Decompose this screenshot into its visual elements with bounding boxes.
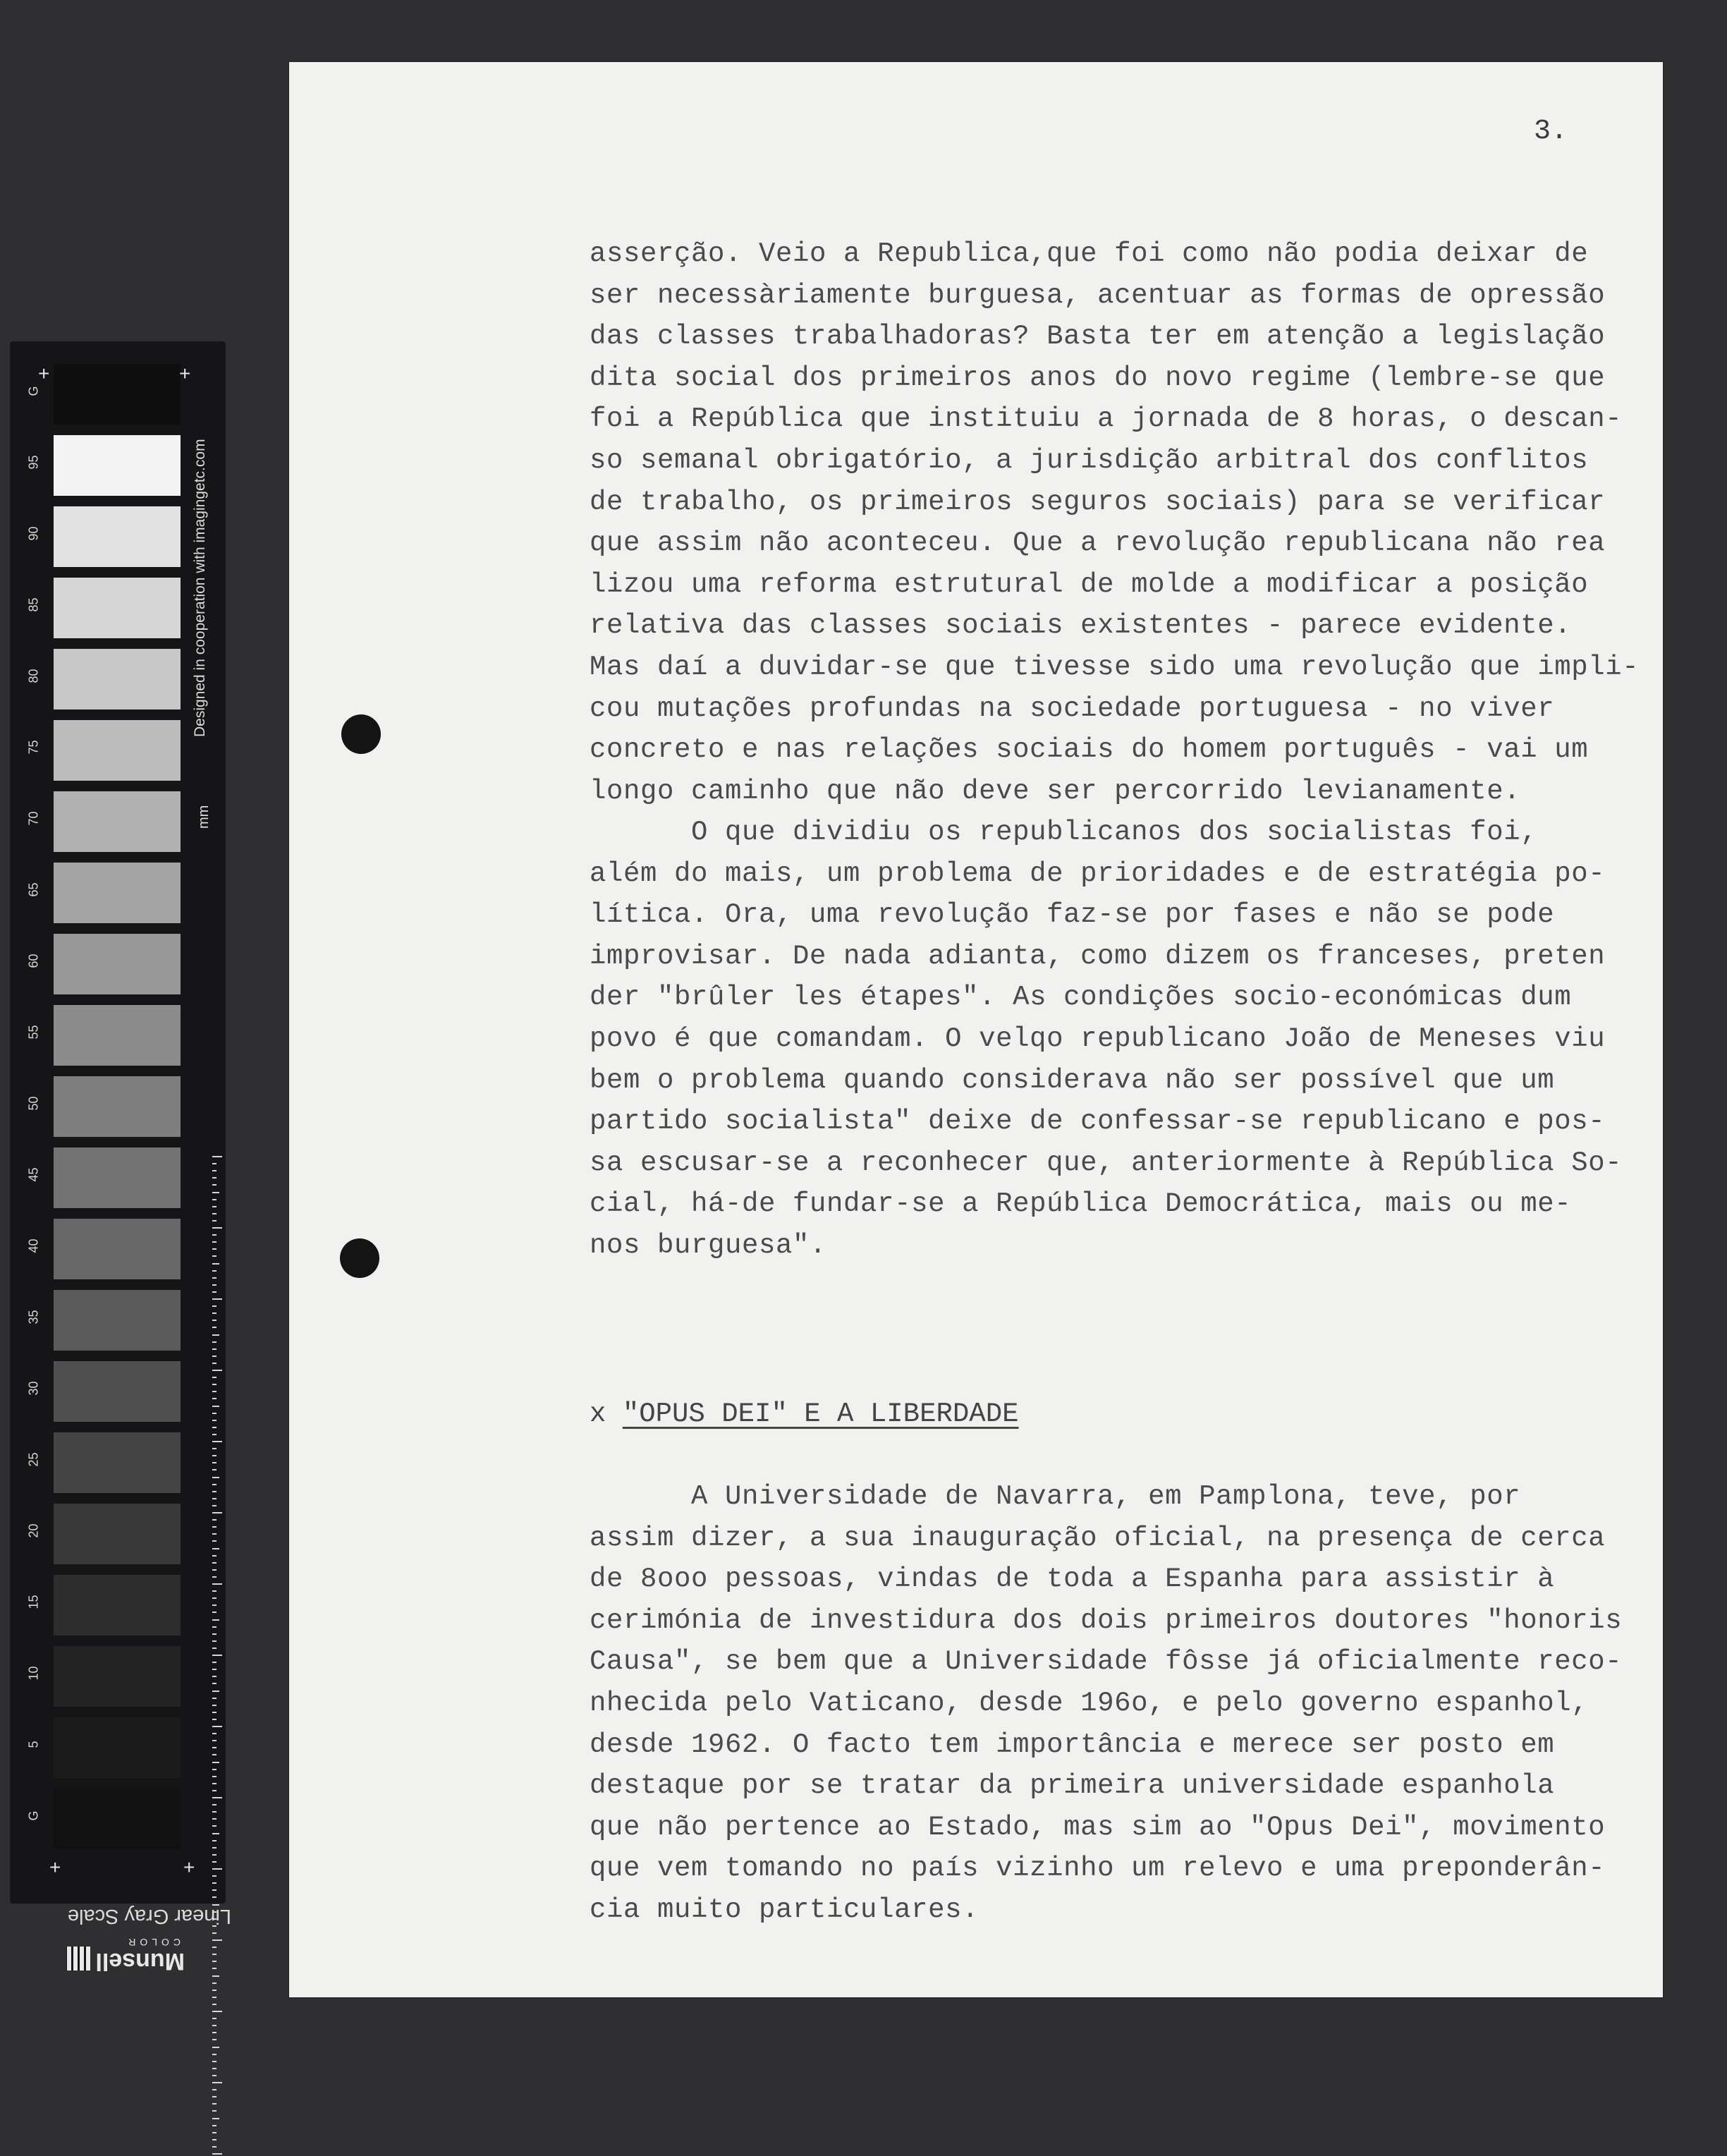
section-heading xyxy=(590,1399,1019,1430)
text-line: povo é que comandam. O velqo republicano João de Meneses viu xyxy=(590,1023,1606,1054)
ruler-tick xyxy=(212,1882,216,1884)
ruler-tick xyxy=(212,1990,216,1991)
ruler-tick xyxy=(212,2039,216,2040)
text-line: assim dizer, a sua inauguração oficial, na presença de cerca xyxy=(590,1522,1606,1554)
ruler-tick xyxy=(212,1192,219,1193)
heading-mark: x xyxy=(590,1399,606,1430)
gray-scale-number: 35 xyxy=(26,1310,41,1324)
page-number: 3. xyxy=(1534,116,1568,147)
ruler-tick xyxy=(212,1484,216,1485)
ruler-tick xyxy=(212,1533,216,1535)
munsell-logo-icon xyxy=(66,1947,90,1971)
text-line: cial, há-de fundar-se a República Democrática, mais ou me- xyxy=(590,1188,1572,1220)
ruler-tick xyxy=(212,1740,216,1741)
ruler-tick xyxy=(212,1662,216,1663)
gray-scale-number: 90 xyxy=(26,526,41,541)
ruler-tick xyxy=(212,2075,216,2076)
punch-hole xyxy=(341,714,381,754)
ruler-tick xyxy=(212,1305,216,1307)
ruler-tick xyxy=(212,1840,216,1841)
brand-name: Munsell xyxy=(95,1948,185,1975)
gray-scale-number: 80 xyxy=(26,669,41,683)
gray-swatch xyxy=(54,364,181,425)
text-line: de trabalho, os primeiros seguros sociais) para se verificar xyxy=(590,486,1606,518)
text-line: partido socialista" deixe de confessar-se republicano e pos- xyxy=(590,1106,1606,1138)
ruler-tick xyxy=(212,1896,216,1898)
ruler-tick xyxy=(212,1997,216,1998)
text-line: lítica. Ora, uma revolução faz-se por fases e não se pode xyxy=(590,899,1555,931)
text-line: cou mutações profundas na sociedade portuguesa - no viver xyxy=(590,693,1555,724)
ruler-tick xyxy=(212,2096,216,2097)
ruler-tick xyxy=(212,1441,222,1442)
ruler-tick xyxy=(212,1769,216,1770)
text-line: dita social dos primeiros anos do novo regime (lembre-se que xyxy=(590,362,1606,394)
text-line: relativa das classes sociais existentes - parece evidente. xyxy=(590,610,1572,642)
ruler-tick xyxy=(212,1983,216,1984)
ruler-tick xyxy=(212,1640,216,1642)
ruler-tick xyxy=(212,1455,216,1456)
text-line: so semanal obrigatório, a jurisdição arbitral dos conflitos xyxy=(590,445,1589,476)
ruler-tick xyxy=(212,1284,216,1286)
ruler-tick xyxy=(212,1633,216,1635)
ruler-tick xyxy=(212,1377,216,1378)
ruler-tick xyxy=(212,2139,216,2140)
gray-swatch xyxy=(54,1575,181,1636)
ruler-tick xyxy=(212,1648,216,1649)
ruler-tick xyxy=(212,1184,216,1186)
linear-gray-scale-label: Linear Gray Scale xyxy=(67,1905,231,1927)
ruler-tick xyxy=(212,1875,216,1877)
ruler-tick xyxy=(212,1505,216,1506)
ruler-tick xyxy=(212,1548,219,1549)
ruler-tick xyxy=(212,2054,216,2055)
text-line: longo caminho que não deve ser percorrido levianamente. xyxy=(590,775,1521,807)
ruler-tick xyxy=(212,2068,216,2069)
ruler-tick xyxy=(212,2089,216,2090)
brand-sub: COLOR xyxy=(124,1937,181,1948)
gray-scale-number: 55 xyxy=(26,1025,41,1040)
gray-swatch xyxy=(54,578,181,638)
ruler-tick xyxy=(212,1968,216,1969)
document-page xyxy=(289,62,1663,1997)
gray-swatch xyxy=(54,934,181,994)
text-line: foi a República que instituiu a jornada de 8 horas, o descan- xyxy=(590,403,1623,435)
gray-scale-number: G xyxy=(26,386,41,396)
ruler-tick xyxy=(212,1199,216,1200)
ruler-tick xyxy=(212,1427,216,1428)
ruler-tick xyxy=(212,1676,216,1677)
ruler-tick xyxy=(212,1370,222,1371)
text-line: que não pertence ao Estado, mas sim ao "Opus Dei", movimento xyxy=(590,1811,1606,1843)
designed-text: Designed in cooperation with imagingetc.com xyxy=(192,439,208,737)
gray-swatch xyxy=(54,1290,181,1351)
ruler-tick xyxy=(212,1726,222,1727)
ruler-tick xyxy=(212,1776,216,1777)
ruler-tick xyxy=(212,1698,216,1699)
ruler-tick xyxy=(212,1163,216,1164)
ruler-tick xyxy=(212,1512,222,1514)
ruler-tick xyxy=(212,1491,216,1492)
text-line: cerimónia de investidura dos dois primeiros doutores "honoris xyxy=(590,1604,1623,1636)
ruler-tick xyxy=(212,1263,219,1265)
ruler-tick xyxy=(212,1270,216,1272)
gray-scale-number: 70 xyxy=(26,811,41,826)
gray-scale-number: 30 xyxy=(26,1381,41,1396)
text-line: que assim não aconteceu. Que a revolução republicana não rea xyxy=(590,528,1606,559)
ruler-tick xyxy=(212,1712,216,1713)
ruler-tick xyxy=(212,1555,216,1557)
plus-mark: + xyxy=(38,363,50,384)
gray-swatch xyxy=(54,1646,181,1707)
ruler-tick xyxy=(212,1975,219,1977)
gray-swatch xyxy=(54,1717,181,1778)
text-line: destaque por se tratar da primeira universidade espanhola xyxy=(590,1770,1555,1802)
ruler-tick xyxy=(212,1391,216,1392)
ruler-tick xyxy=(212,1783,216,1784)
plus-mark: + xyxy=(179,363,191,384)
text-line: Causa", se bem que a Universidade fôsse já oficialmente reco- xyxy=(590,1646,1623,1678)
ruler-tick xyxy=(212,1248,216,1250)
ruler-tick xyxy=(212,1220,216,1222)
text-line: A Universidade de Navarra, em Pamplona, teve, por xyxy=(590,1481,1521,1512)
text-line: der "brûler les étapes". As condições socio-económicas dum xyxy=(590,982,1572,1013)
ruler-tick xyxy=(212,1861,216,1863)
ruler-tick xyxy=(212,1797,222,1798)
ruler-tick xyxy=(212,2082,222,2083)
ruler-tick xyxy=(212,1604,216,1606)
text-line: desde 1962. O facto tem importância e merece ser posto em xyxy=(590,1729,1555,1760)
ruler-tick xyxy=(212,1519,216,1521)
ruler-tick xyxy=(212,1733,216,1734)
text-line: nos burguesa". xyxy=(590,1230,827,1261)
ruler-tick xyxy=(212,1348,216,1350)
ruler-tick xyxy=(212,1847,216,1849)
heading-title: "OPUS DEI" E A LIBERDADE xyxy=(622,1399,1019,1430)
ruler-tick xyxy=(212,2103,216,2105)
gray-swatch xyxy=(54,1432,181,1493)
ruler-tick xyxy=(212,1462,216,1463)
gray-scale-number: 5 xyxy=(26,1741,41,1748)
gray-swatch xyxy=(54,435,181,496)
ruler-tick xyxy=(212,2153,222,2155)
gray-swatch xyxy=(54,720,181,781)
gray-swatch xyxy=(54,649,181,709)
gray-scale-number: 45 xyxy=(26,1167,41,1182)
ruler-tick xyxy=(212,1576,216,1578)
ruler-tick xyxy=(212,1255,216,1257)
text-line: que vem tomando no país vizinho um relevo e uma preponderân- xyxy=(590,1853,1606,1884)
ruler-tick xyxy=(212,1398,216,1399)
ruler-tick xyxy=(212,1291,216,1293)
ruler-tick xyxy=(212,1939,222,1941)
ruler-tick xyxy=(212,1469,216,1470)
ruler-tick xyxy=(212,1177,216,1179)
ruler-tick xyxy=(212,1691,219,1692)
text-line: bem o problema quando considerava não ser possível que um xyxy=(590,1064,1555,1096)
ruler-tick xyxy=(212,1320,216,1321)
gray-scale-number: G xyxy=(26,1810,41,1821)
ruler-tick xyxy=(212,1170,216,1171)
ruler-tick xyxy=(212,1477,219,1478)
ruler-tick xyxy=(212,1612,216,1613)
ruler-tick xyxy=(212,2132,216,2133)
ruler-tick xyxy=(212,1833,219,1834)
ruler-tick xyxy=(212,1583,222,1585)
ruler-tick xyxy=(212,1947,216,1948)
ruler-tick xyxy=(212,2118,219,2119)
ruler-tick xyxy=(212,1932,216,1934)
text-line: além do mais, um problema de prioridades e de estratégia po- xyxy=(590,858,1606,889)
ruler-tick xyxy=(212,1526,216,1528)
ruler-tick xyxy=(212,2047,219,2048)
ruler-tick xyxy=(212,1889,216,1891)
ruler-tick xyxy=(212,2011,222,2012)
gray-swatch xyxy=(54,791,181,852)
gray-swatch xyxy=(54,506,181,567)
plus-mark: + xyxy=(183,1856,195,1878)
ruler-tick xyxy=(212,1341,216,1343)
text-line: nhecida pelo Vaticano, desde 196o, e pelo governo espanhol, xyxy=(590,1688,1589,1719)
mm-label: mm xyxy=(196,805,212,829)
text-line: concreto e nas relações sociais do homem português - vai um xyxy=(590,734,1589,766)
ruler-tick xyxy=(212,1590,216,1592)
gray-scale-number: 20 xyxy=(26,1523,41,1538)
text-line: Mas daí a duvidar-se que tivesse sido uma revolução que impli- xyxy=(590,652,1640,683)
text-line: sa escusar-se a reconhecer que, anteriormente à República So- xyxy=(590,1147,1623,1179)
ruler-tick xyxy=(212,1227,222,1229)
ruler-tick xyxy=(212,1705,216,1706)
ruler-tick xyxy=(212,2025,216,2026)
gray-swatch xyxy=(54,1789,181,1849)
ruler-tick xyxy=(212,1626,216,1628)
ruler-tick xyxy=(212,1498,216,1499)
gray-swatch xyxy=(54,1219,181,1279)
ruler-tick xyxy=(212,1277,216,1279)
ruler-tick xyxy=(212,1619,219,1621)
ruler-tick xyxy=(212,1683,216,1684)
ruler-tick xyxy=(212,1156,222,1157)
ruler-tick xyxy=(212,1655,222,1656)
gray-swatch xyxy=(54,1076,181,1137)
ruler-tick xyxy=(212,1868,222,1870)
ruler-tick xyxy=(212,1747,216,1748)
ruler-tick xyxy=(212,1434,216,1435)
gray-scale-number: 15 xyxy=(26,1595,41,1609)
ruler-tick xyxy=(212,1818,216,1820)
plus-mark: + xyxy=(49,1856,61,1878)
ruler-tick xyxy=(212,1356,216,1357)
ruler-tick xyxy=(212,1719,216,1720)
ruler-tick xyxy=(212,1562,216,1564)
gray-scale-number: 65 xyxy=(26,882,41,897)
text-line: ser necessàriamente burguesa, acentuar as formas de opressão xyxy=(590,279,1606,311)
ruler-tick xyxy=(212,1241,216,1243)
gray-scale-number: 25 xyxy=(26,1452,41,1467)
ruler-tick xyxy=(212,2110,216,2112)
gray-scale-number: 10 xyxy=(26,1666,41,1681)
ruler-tick xyxy=(212,1804,216,1805)
ruler-tick xyxy=(212,1413,216,1414)
ruler-tick xyxy=(212,1406,219,1407)
ruler-tick xyxy=(212,1811,216,1813)
ruler-tick xyxy=(212,1762,219,1763)
text-line: asserção. Veio a Republica,que foi como não podia deixar de xyxy=(590,238,1589,269)
text-line: improvisar. De nada adianta, como dizem os franceses, preten xyxy=(590,940,1606,972)
ruler-tick xyxy=(212,1954,216,1955)
ruler-tick xyxy=(212,2146,216,2148)
text-line: cia muito particulares. xyxy=(590,1894,980,1925)
text-line: O que dividiu os republicanos dos socialistas foi, xyxy=(590,817,1538,848)
ruler-tick xyxy=(212,1363,216,1364)
gray-swatch xyxy=(54,1147,181,1208)
ruler-tick xyxy=(212,2125,216,2126)
ruler-tick xyxy=(212,1961,216,1962)
gray-swatch xyxy=(54,1005,181,1066)
ruler-tick xyxy=(212,1597,216,1599)
ruler-tick xyxy=(212,1754,216,1755)
gray-scale-number: 95 xyxy=(26,455,41,470)
ruler-tick xyxy=(212,1669,216,1670)
ruler-tick xyxy=(212,1334,219,1336)
ruler-tick xyxy=(212,1569,216,1571)
punch-hole xyxy=(340,1238,379,1278)
ruler-tick xyxy=(212,1384,216,1385)
gray-scale-number: 75 xyxy=(26,740,41,755)
ruler-tick xyxy=(212,1298,222,1300)
ruler-tick xyxy=(212,1420,216,1421)
ruler-tick xyxy=(212,2018,216,2019)
gray-swatch xyxy=(54,1504,181,1564)
ruler-tick xyxy=(212,1854,216,1856)
gray-scale-number: 60 xyxy=(26,954,41,968)
gray-swatch xyxy=(54,863,181,923)
mm-ruler xyxy=(212,1156,222,2156)
gray-scale-number: 85 xyxy=(26,597,41,612)
text-line: de 8ooo pessoas, vindas de toda a Espanha para assistir à xyxy=(590,1564,1555,1595)
ruler-tick xyxy=(212,1448,216,1449)
ruler-tick xyxy=(212,1540,216,1542)
text-line: lizou uma reforma estrutural de molde a modificar a posição xyxy=(590,568,1589,600)
ruler-tick xyxy=(212,2032,216,2033)
ruler-tick xyxy=(212,1327,216,1328)
munsell-logo xyxy=(65,1932,185,1975)
ruler-tick xyxy=(212,2061,216,2062)
ruler-tick xyxy=(212,1213,216,1214)
ruler-tick xyxy=(212,1206,216,1207)
ruler-tick xyxy=(212,1313,216,1314)
ruler-tick xyxy=(212,2004,216,2005)
gray-swatch xyxy=(54,1361,181,1422)
ruler-tick xyxy=(212,1234,216,1236)
text-line: das classes trabalhadoras? Basta ter em atenção a legislação xyxy=(590,321,1606,353)
ruler-tick xyxy=(212,1825,216,1827)
gray-scale-number: 40 xyxy=(26,1238,41,1253)
ruler-tick xyxy=(212,1790,216,1791)
gray-scale-number: 50 xyxy=(26,1096,41,1111)
